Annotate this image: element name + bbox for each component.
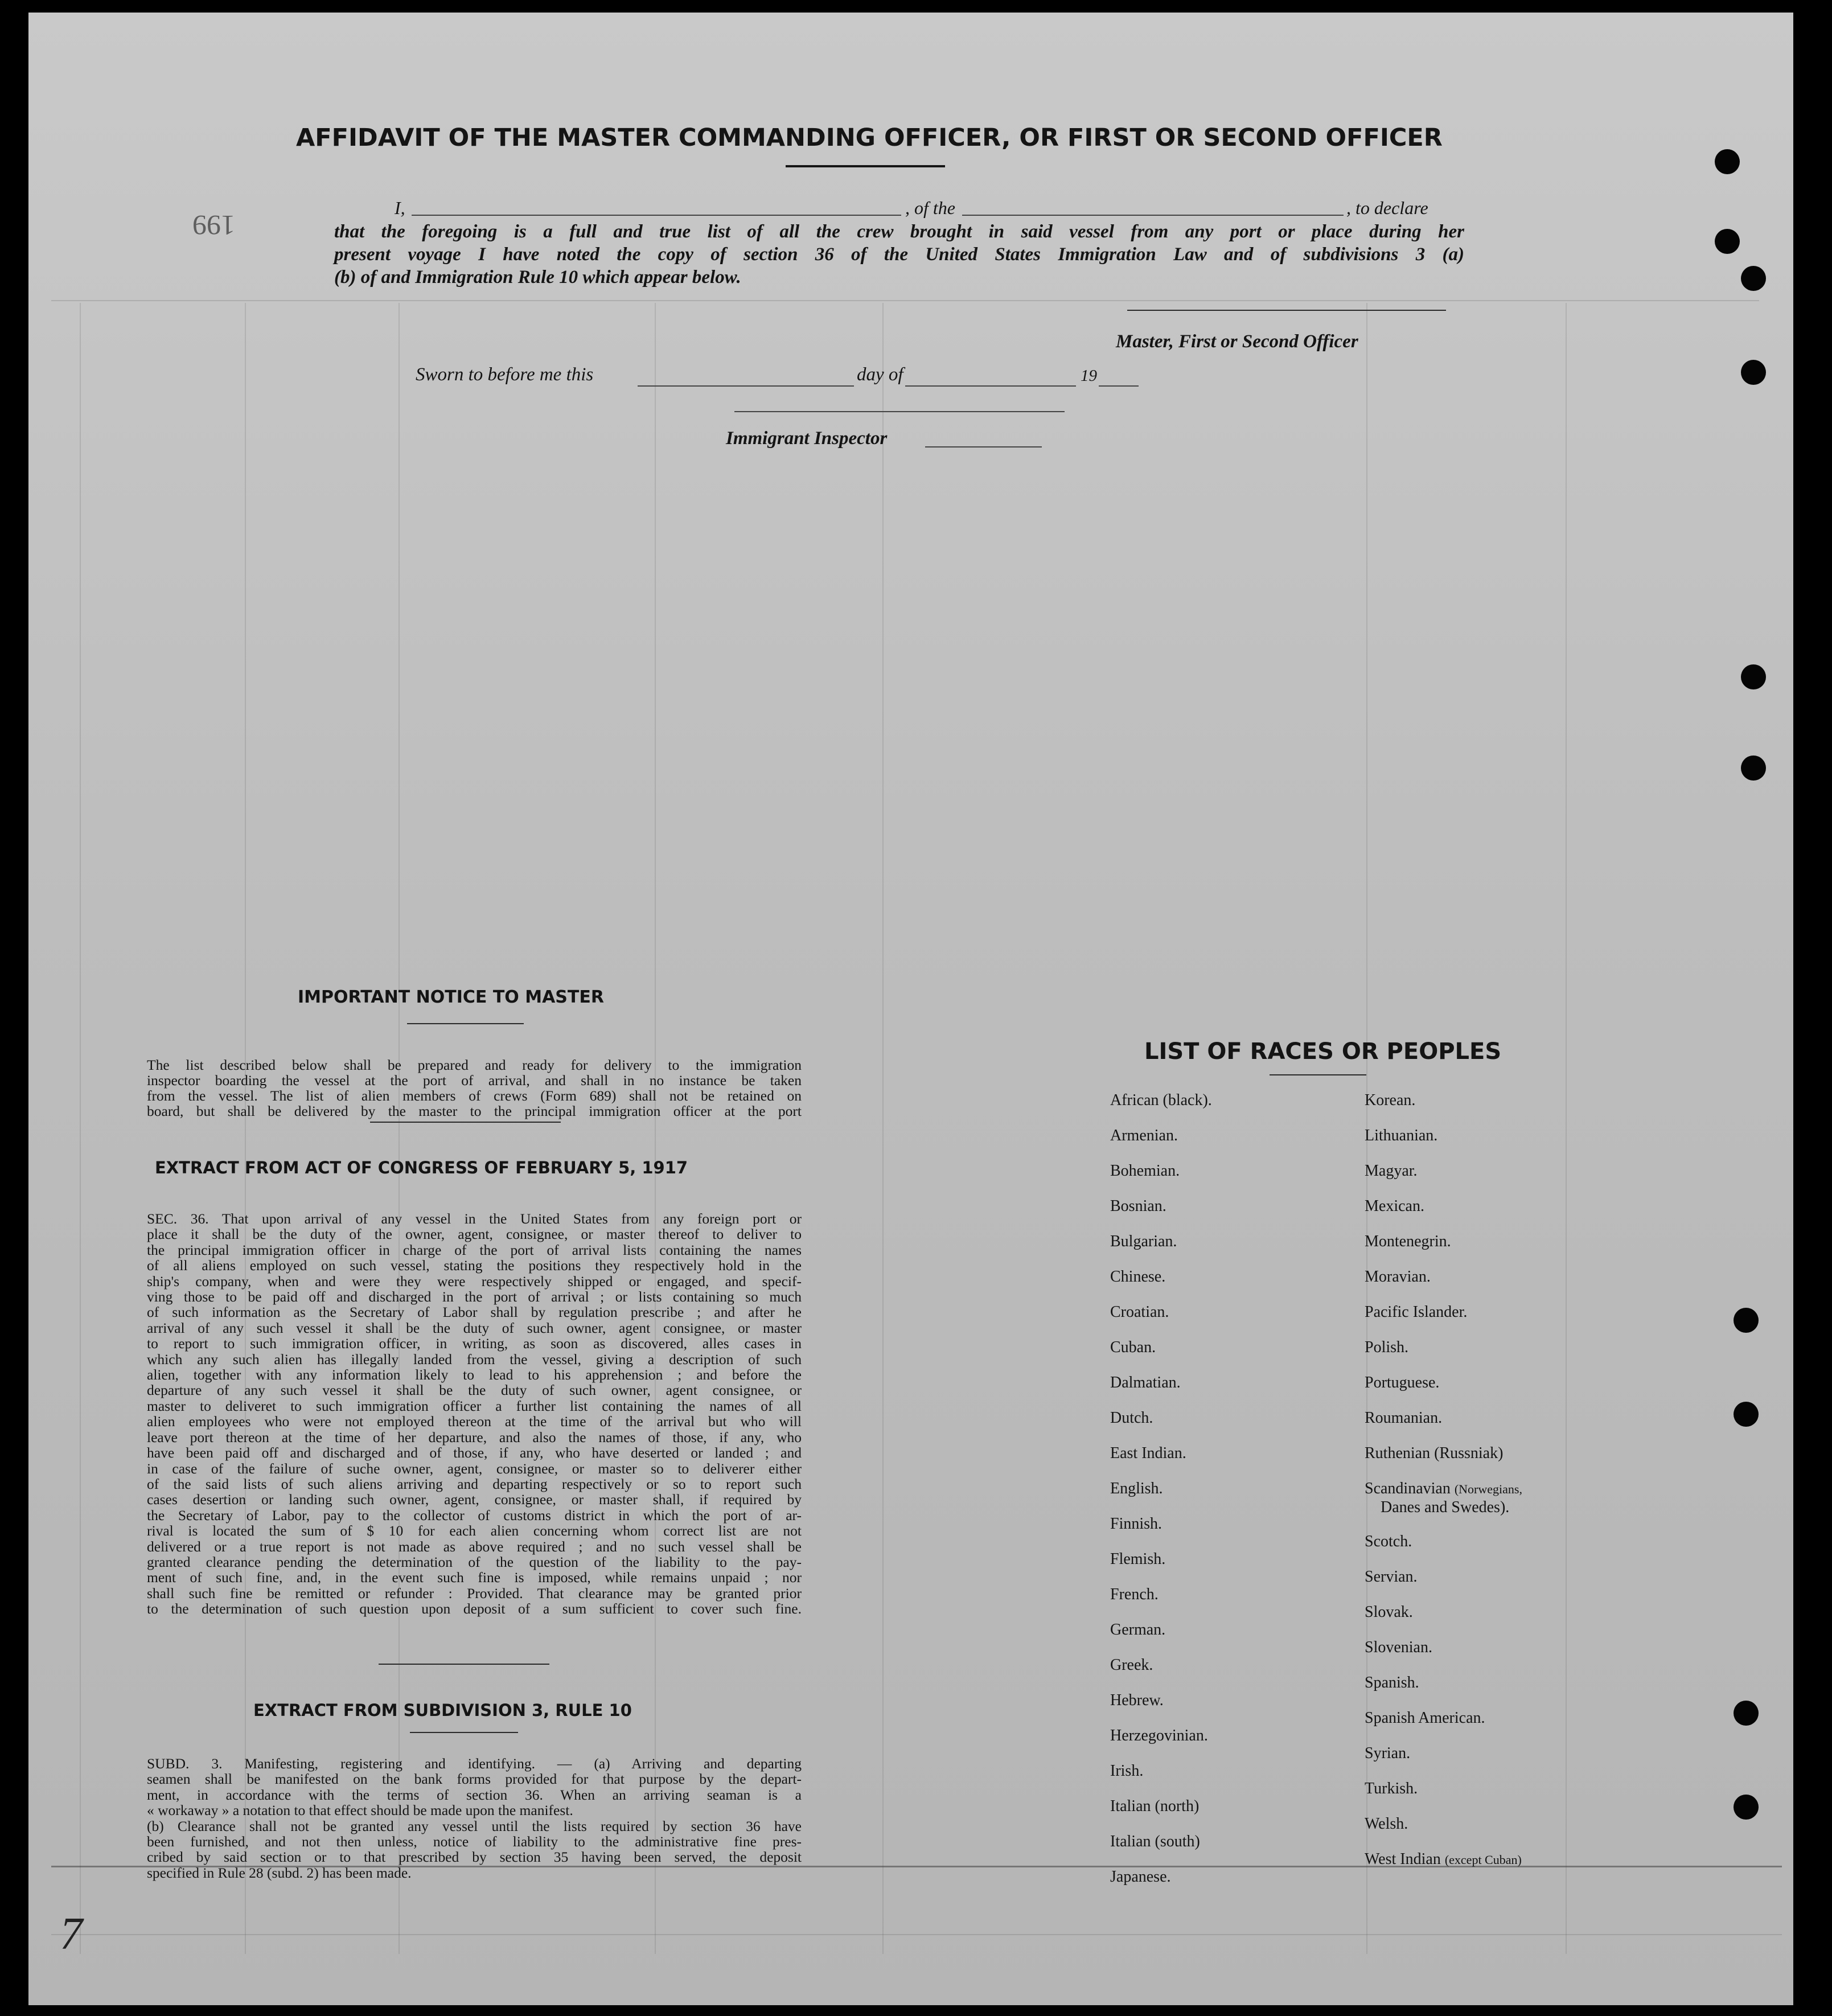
punch-hole bbox=[1715, 149, 1740, 174]
notice-line: The list described below shall be prepared and ready for delivery to the immigration bbox=[147, 1057, 802, 1073]
rule-line: specified in Rule 28 (subd. 2) has been made. bbox=[147, 1864, 412, 1881]
master-label: Master, First or Second Officer bbox=[1116, 331, 1358, 352]
race-item: Bulgarian. bbox=[1110, 1233, 1177, 1250]
punch-hole bbox=[1741, 266, 1766, 291]
ghost-rule bbox=[51, 300, 1759, 301]
race-item: Servian. bbox=[1365, 1568, 1418, 1586]
race-item: Bosnian. bbox=[1110, 1197, 1166, 1215]
race-item: Spanish American. bbox=[1365, 1709, 1485, 1727]
punch-hole bbox=[1734, 1795, 1759, 1820]
sworn-label: Sworn to before me this bbox=[416, 364, 594, 385]
act-line: leave port thereon at the time of her departure, and also the names of those, if any, who bbox=[147, 1428, 802, 1446]
race-item: German. bbox=[1110, 1621, 1166, 1639]
act-line: ving those to be paid off and discharged in the port of arrival ; or lists containing so much bbox=[147, 1288, 802, 1305]
day-of-label: day of bbox=[857, 364, 903, 385]
act-line: to report to such immigration officer, in writing, as soon as discovered, alles cases in bbox=[147, 1335, 802, 1352]
year-label: 19 bbox=[1081, 367, 1097, 385]
inspector-blank bbox=[925, 446, 1042, 447]
race-item: Korean. bbox=[1365, 1091, 1416, 1109]
act-line: have been paid off and discharged and of those, if any, who have deserted or landed ; and bbox=[147, 1444, 802, 1461]
race-item: Mexican. bbox=[1365, 1197, 1424, 1215]
race-item bbox=[1365, 1850, 1522, 1869]
act-line: rival is located the sum of $ 10 for each alien concerning whom correct list are not bbox=[147, 1522, 802, 1539]
name-blank bbox=[412, 215, 901, 216]
race-item: African (black). bbox=[1110, 1091, 1212, 1109]
act-line: the principal immigration officer in charge of the port of arrival lists containing the names bbox=[147, 1241, 802, 1258]
document-page bbox=[28, 13, 1793, 2005]
act-line: SEC. 36. That upon arrival of any vessel in the United States from any foreign port or bbox=[147, 1210, 802, 1227]
race-item: English. bbox=[1110, 1480, 1163, 1497]
act-line: granted clearance pending the determination of the question of the liability to the pay- bbox=[147, 1553, 802, 1570]
race-item: Slovenian. bbox=[1365, 1639, 1432, 1656]
race-item: Turkish. bbox=[1365, 1780, 1418, 1797]
act-line: place it shall be the duty of the owner, agent, consignee, or master thereof to deliver to bbox=[147, 1226, 802, 1243]
race-item: Greek. bbox=[1110, 1656, 1153, 1674]
punch-hole bbox=[1741, 756, 1766, 781]
act-line: of all aliens employed on such vessel, stating the positions they respectively hold in the bbox=[147, 1257, 802, 1274]
race-item: Montenegrin. bbox=[1365, 1233, 1451, 1250]
race-item: Finnish. bbox=[1110, 1515, 1163, 1533]
title-rule bbox=[786, 165, 945, 167]
race-item: East Indian. bbox=[1110, 1444, 1186, 1462]
race-item: Welsh. bbox=[1365, 1815, 1408, 1833]
races-heading: LIST OF RACES OR PEOPLES bbox=[1144, 1038, 1502, 1065]
act-line: delivered or a true report is not made as above required ; and no such vessel shall be bbox=[147, 1538, 802, 1555]
act-line: ship's company, when and were they were respectively shipped or engaged, and specif- bbox=[147, 1272, 802, 1290]
race-item: Chinese. bbox=[1110, 1268, 1166, 1286]
race-item: Japanese. bbox=[1110, 1868, 1171, 1886]
act-line: ment of such fine, and, in the event such fine is imposed, while remains unpaid ; nor bbox=[147, 1569, 802, 1586]
race-item: Dalmatian. bbox=[1110, 1374, 1181, 1391]
punch-hole bbox=[1734, 1308, 1759, 1333]
act-line: alien employees who were not employed thereon at the time of the arrival but who will bbox=[147, 1413, 802, 1430]
vessel-blank bbox=[962, 215, 1344, 216]
race-item: Irish. bbox=[1110, 1762, 1144, 1780]
act-line: arrival of any such vessel it shall be the duty of such owner, agent consignee, or master bbox=[147, 1319, 802, 1336]
ghost-rule bbox=[1566, 303, 1567, 1954]
race-item: Armenian. bbox=[1110, 1127, 1178, 1144]
race-item: Herzegovinian. bbox=[1110, 1727, 1208, 1744]
race-item: Bohemian. bbox=[1110, 1162, 1180, 1180]
act-line: of the said lists of such aliens arriving and departing respectively or so to report such bbox=[147, 1475, 802, 1492]
corner-mark: 7 bbox=[60, 1909, 83, 1959]
act-line: master to deliveret to such immigration officer a further list containing the names of all bbox=[147, 1397, 802, 1414]
race-item: Hebrew. bbox=[1110, 1691, 1164, 1709]
punch-hole bbox=[1741, 360, 1766, 385]
race-item: Italian (north) bbox=[1110, 1797, 1200, 1815]
race-item: Syrian. bbox=[1365, 1744, 1411, 1762]
race-item: Spanish. bbox=[1365, 1674, 1419, 1691]
race-item: Portuguese. bbox=[1365, 1374, 1440, 1391]
rule-line: seamen shall be manifested on the bank forms provided for that purpose by the depart- bbox=[147, 1771, 802, 1788]
rule-line: « workaway » a notation to that effect should be made upon the manifest. bbox=[147, 1802, 573, 1819]
affidavit-title: AFFIDAVIT OF THE MASTER COMMANDING OFFICER, OR FIRST OR SECOND OFFICER bbox=[296, 124, 1443, 152]
rule-line: (b) Clearance shall not be granted any vessel until the lists required by section 36 have bbox=[147, 1817, 802, 1834]
punch-hole bbox=[1734, 1701, 1759, 1726]
punch-hole bbox=[1734, 1402, 1759, 1427]
race-item: Flemish. bbox=[1110, 1550, 1166, 1568]
affidavit-text-line: (b) of and Immigration Rule 10 which appear below. bbox=[334, 267, 741, 288]
act-heading: EXTRACT FROM ACT OF CONGRESS OF FEBRUARY 5, 1917 bbox=[155, 1158, 688, 1177]
notice-line: from the vessel. The list of alien members of crews (Form 689) shall not be retained on bbox=[147, 1087, 802, 1104]
ghost-rule bbox=[655, 303, 656, 1954]
affidavit-text-line: present voyage I have noted the copy of section 36 of the United States Immigration Law and of subdivisions 3 (a) bbox=[334, 244, 1464, 265]
act-line: the Secretary of Labor, pay to the collector of customs district in which the port of ar- bbox=[147, 1506, 802, 1524]
race-item: Dutch. bbox=[1110, 1409, 1153, 1427]
race-item: Ruthenian (Russniak) bbox=[1365, 1444, 1504, 1462]
races-rule bbox=[1270, 1074, 1366, 1075]
notice-line: board, but shall be delivered by the master to the principal immigration officer at the port bbox=[147, 1103, 802, 1119]
race-item: Scotch. bbox=[1365, 1533, 1412, 1550]
act-line: departure of any such vessel it shall be the duty of such owner, agent consignee, or bbox=[147, 1382, 802, 1399]
punch-hole bbox=[1741, 664, 1766, 689]
act-line: to the determination of such question upon deposit of a sum sufficient to cover such fine. bbox=[147, 1600, 802, 1617]
rule-heading-rule bbox=[410, 1732, 518, 1733]
ghost-rule bbox=[51, 1934, 1782, 1935]
race-item: Roumanian. bbox=[1365, 1409, 1443, 1427]
notice-rule bbox=[407, 1023, 524, 1024]
race-item-label: West Indian bbox=[1365, 1850, 1441, 1868]
race-item: Moravian. bbox=[1365, 1268, 1431, 1286]
act-line: alien, together with any information likely to lead to his apprehension ; and before the bbox=[147, 1366, 802, 1383]
race-item bbox=[1365, 1480, 1522, 1498]
notice-end-rule bbox=[370, 1122, 561, 1123]
rule-heading: EXTRACT FROM SUBDIVISION 3, RULE 10 bbox=[253, 1701, 632, 1720]
act-end-rule bbox=[379, 1664, 549, 1665]
race-item: Croatian. bbox=[1110, 1303, 1169, 1321]
race-item-note: (Norwegians, bbox=[1454, 1482, 1522, 1496]
ghost-rule bbox=[80, 303, 81, 1954]
stamp-number: 199 bbox=[192, 210, 235, 241]
race-item: French. bbox=[1110, 1586, 1159, 1603]
rule-line: SUBD. 3. Manifesting, registering and identifying. — (a) Arriving and departing bbox=[147, 1755, 802, 1772]
act-text bbox=[147, 1211, 802, 1617]
signature-line bbox=[1127, 310, 1446, 311]
affidavit-of-the: , of the bbox=[905, 198, 955, 218]
affidavit-text bbox=[334, 220, 1464, 289]
sworn-month-blank bbox=[905, 385, 1076, 387]
rule-line: cribed by said section or to that prescribed by section 35 having been served, the deposit bbox=[147, 1849, 802, 1866]
ghost-rule bbox=[882, 303, 884, 1954]
act-line: in case of the failure of suche owner, agent, consignee, or master so to deliverer either bbox=[147, 1460, 802, 1477]
punch-hole bbox=[1715, 229, 1740, 254]
rule-line: ment, in accordance with the terms of section 36. When an arriving seaman is a bbox=[147, 1786, 802, 1803]
ghost-rule bbox=[245, 303, 246, 1954]
inspector-label: Immigrant Inspector bbox=[726, 428, 888, 449]
race-item-label: Scandinavian bbox=[1365, 1480, 1451, 1497]
notice-text bbox=[147, 1057, 802, 1119]
race-item-note: (except Cuban) bbox=[1444, 1853, 1522, 1867]
act-line: cases desertion or landing such owner, agent, consignee, or master shall, if required by bbox=[147, 1491, 802, 1508]
act-line: shall such fine be remitted or refunder : Provided. That clearance may be granted prior bbox=[147, 1584, 802, 1602]
inspector-signature-line bbox=[734, 411, 1065, 412]
race-item: Lithuanian. bbox=[1365, 1127, 1438, 1144]
rule-text bbox=[147, 1756, 802, 1880]
rule-line: been furnished, and not then unless, notice of liability to the administrative fine pres- bbox=[147, 1833, 802, 1850]
affidavit-i-label: I, bbox=[395, 198, 405, 218]
race-item: Magyar. bbox=[1365, 1162, 1418, 1180]
notice-heading: IMPORTANT NOTICE TO MASTER bbox=[298, 987, 604, 1007]
race-item: Italian (south) bbox=[1110, 1833, 1200, 1850]
race-item: Cuban. bbox=[1110, 1338, 1156, 1356]
sworn-year-blank bbox=[1099, 385, 1139, 387]
act-line: which any such alien has illegally landed from the vessel, giving a description of such bbox=[147, 1350, 802, 1368]
race-item: Polish. bbox=[1365, 1338, 1409, 1356]
race-item: Pacific Islander. bbox=[1365, 1303, 1468, 1321]
act-line: of such information as the Secretary of Labor shall by regulation prescribe ; and after he bbox=[147, 1304, 802, 1321]
affidavit-text-line: that the foregoing is a full and true list of all the crew brought in said vessel from any port or place during her bbox=[334, 221, 1464, 242]
affidavit-to-declare: , to declare bbox=[1346, 198, 1428, 218]
race-item: Slovak. bbox=[1365, 1603, 1413, 1621]
race-item-note: Danes and Swedes). bbox=[1381, 1498, 1510, 1516]
notice-line: inspector boarding the vessel at the port of arrival, and shall in no instance be taken bbox=[147, 1072, 802, 1089]
sworn-day-blank bbox=[638, 385, 854, 387]
